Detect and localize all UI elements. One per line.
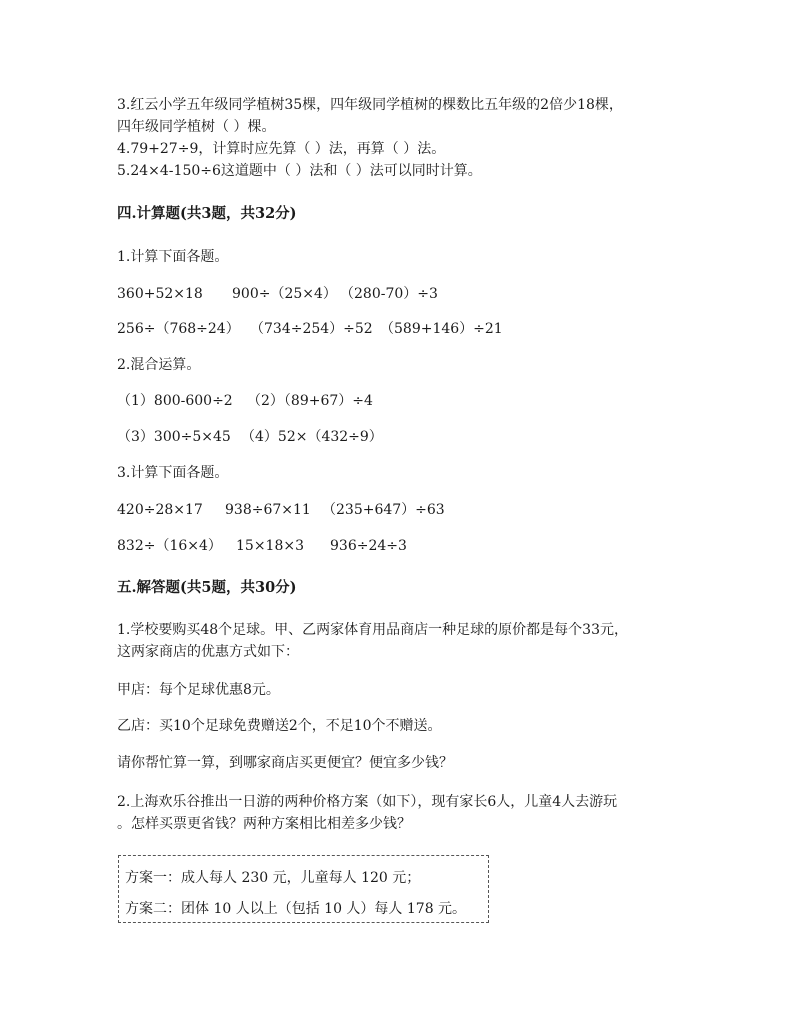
plan-1: 方案一：成人每人 230 元，儿童每人 120 元；	[125, 870, 421, 886]
question-3-line-1: 3.红云小学五年级同学植树35棵，四年级同学植树的棵数比五年级的2倍少18棵，	[117, 97, 623, 113]
s4-q3-expr-6: 936÷24÷3	[330, 538, 407, 554]
s4-q1-expr-5: （734÷254）÷52	[250, 321, 373, 337]
s5-q1-line-1: 1.学校要购买48个足球。甲、乙两家体育用品商店一种足球的原价都是每个33元，	[117, 622, 628, 638]
s4-q3-expr-2: 938÷67×11	[225, 502, 311, 518]
s4-q2-expr-3: （3）300÷5×45	[117, 429, 231, 445]
s4-q3-expr-4: 832÷（16×4）	[117, 538, 222, 554]
s4-q2-title: 2.混合运算。	[117, 357, 201, 373]
s4-q3-expr-5: 15×18×3	[236, 538, 304, 554]
s5-q2-line-1: 2.上海欢乐谷推出一日游的两种价格方案（如下），现有家长6人，儿童4人去游玩	[117, 794, 618, 810]
s4-q3-title: 3.计算下面各题。	[117, 465, 229, 481]
s4-q1-title: 1.计算下面各题。	[117, 249, 229, 265]
question-3-line-2: 四年级同学植树（ ）棵。	[117, 119, 276, 135]
s4-q2-expr-2: （2）（89+67）÷4	[247, 393, 373, 409]
question-4: 4.79+27÷9，计算时应先算（ ）法，再算（ ）法。	[117, 141, 446, 157]
s4-q1-expr-4: 256÷（768÷24）	[117, 321, 240, 337]
s4-q1-expr-1: 360+52×18	[117, 286, 203, 302]
s4-q2-expr-1: （1）800-600÷2	[117, 393, 233, 409]
s4-q3-expr-1: 420÷28×17	[117, 502, 203, 518]
s5-q1-shop-b: 乙店：买10个足球免费赠送2个，不足10个不赠送。	[117, 718, 442, 734]
question-5: 5.24×4-150÷6这道题中（ ）法和（ ）法可以同时计算。	[117, 163, 482, 179]
s4-q2-expr-4: （4）52×（432÷9）	[241, 429, 383, 445]
section-5-heading: 五.解答题(共5题，共30分)	[117, 579, 297, 596]
s4-q1-expr-2: 900÷（25×4）	[232, 286, 337, 302]
price-plans-box	[118, 855, 489, 923]
section-4-heading: 四.计算题(共3题，共32分)	[117, 205, 297, 222]
s5-q2-line-2: 。怎样买票更省钱？两种方案相比相差多少钱？	[117, 816, 411, 832]
s4-q1-expr-3: （280-70）÷3	[340, 286, 438, 302]
s5-q1-line-2: 这两家商店的优惠方式如下：	[117, 644, 299, 660]
s5-q1-question: 请你帮忙算一算，到哪家商店买更便宜？便宜多少钱？	[117, 755, 453, 771]
s4-q1-expr-6: （589+146）÷21	[380, 321, 503, 337]
s5-q1-shop-a: 甲店：每个足球优惠8元。	[117, 682, 280, 698]
plan-2: 方案二：团体 10 人以上（包括 10 人）每人 178 元。	[125, 901, 467, 917]
s4-q3-expr-3: （235+647）÷63	[322, 502, 445, 518]
